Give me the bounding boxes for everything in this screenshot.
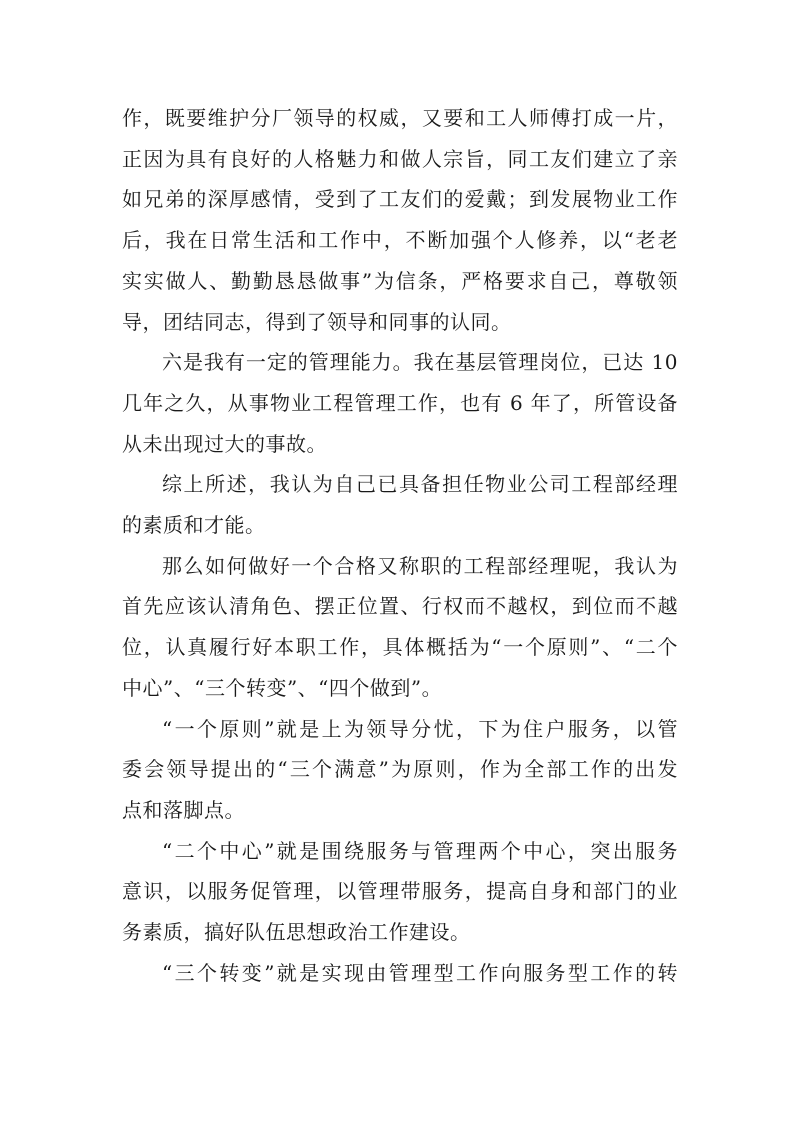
text-line: 六是我有一定的管理能力。我在基层管理岗位，已达 10 [162, 350, 678, 375]
text-line: 综上所述，我认为自己已具备担任物业公司工程部经理 [162, 472, 678, 497]
text-line: “三个转变”就是实现由管理型工作向服务型工作的转 [162, 960, 678, 985]
text-line: 正因为具有良好的人格魅力和做人宗旨，同工友们建立了亲 [122, 146, 678, 171]
text-line: 如兄弟的深厚感情，受到了工友们的爱戴；到发展物业工作 [122, 187, 678, 212]
text-line: 几年之久，从事物业工程管理工作，也有 6 年了，所管设备 [122, 390, 678, 415]
document-body [122, 98, 678, 993]
text-line: 的素质和才能。 [122, 513, 266, 538]
text-line: 实实做人、勤勤恳恳做事”为信条，严格要求自己，尊敬领 [122, 268, 678, 293]
text-line: 中心”、“三个转变”、“四个做到”。 [122, 675, 443, 700]
paragraph [122, 546, 678, 709]
text-line: 导，团结同志，得到了领导和同事的认同。 [122, 309, 512, 334]
text-line: “一个原则”就是上为领导分忧，下为住户服务，以管 [162, 716, 678, 741]
text-line: 位，认真履行好本职工作，具体概括为“一个原则”、“二个 [122, 635, 678, 660]
paragraph [122, 709, 678, 831]
text-line: 作，既要维护分厂领导的权威，又要和工人师傅打成一片， [122, 106, 678, 130]
text-line: 委会领导提出的“三个满意”为原则，作为全部工作的出发 [122, 757, 678, 782]
text-line: 务素质，搞好队伍思想政治工作建设。 [122, 920, 471, 945]
paragraph [122, 464, 678, 545]
text-line: 点和落脚点。 [122, 797, 245, 822]
text-line: 那么如何做好一个合格又称职的工程部经理呢，我认为 [162, 553, 678, 578]
paragraph [122, 98, 678, 342]
text-line: 从未出现过大的事故。 [122, 431, 327, 456]
text-line: “二个中心”就是围绕服务与管理两个中心，突出服务 [162, 838, 678, 863]
paragraph [122, 342, 678, 464]
paragraph [122, 831, 678, 953]
text-line: 后，我在日常生活和工作中，不断加强个人修养，以“老老 [122, 228, 678, 253]
paragraph [122, 953, 678, 994]
text-line: 意识，以服务促管理，以管理带服务，提高自身和部门的业 [122, 879, 678, 904]
text-line: 首先应该认清角色、摆正位置、行权而不越权，到位而不越 [122, 594, 678, 619]
